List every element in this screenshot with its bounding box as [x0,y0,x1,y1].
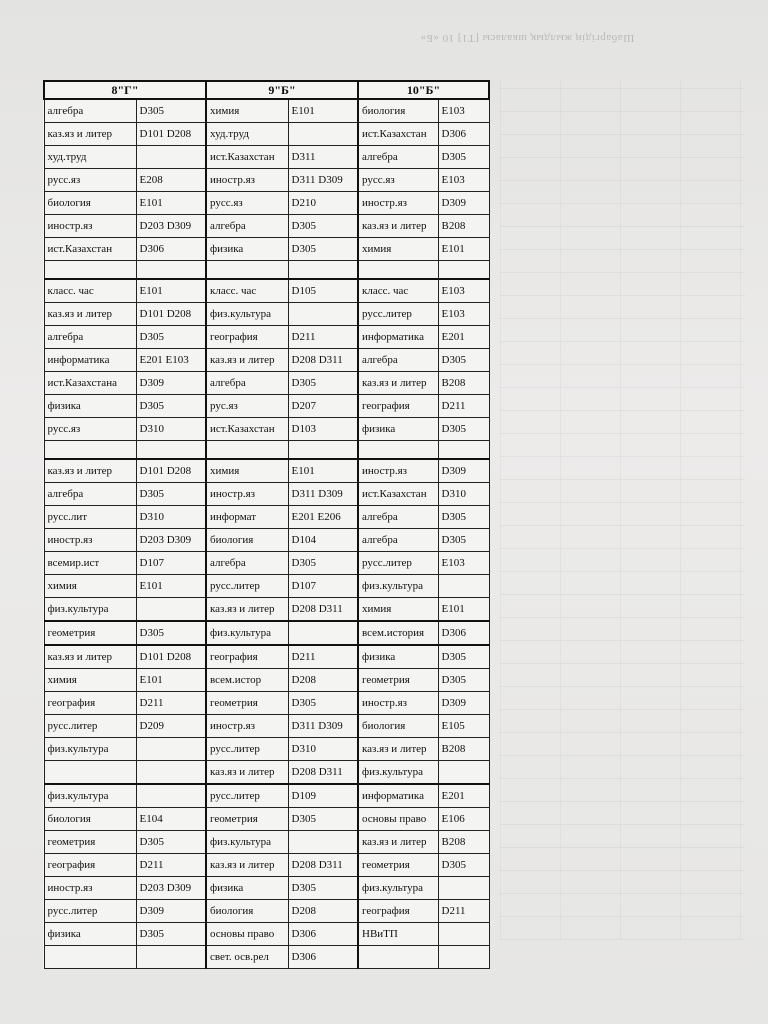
subject-cell: биология [206,900,288,923]
room-cell [438,761,489,785]
room-cell: D305 [438,506,489,529]
room-cell: D211 [136,692,206,715]
room-cell: E201 [438,326,489,349]
room-cell [438,441,489,460]
room-cell: B208 [438,215,489,238]
subject-cell: химия [44,575,136,598]
subject-cell: биология [206,529,288,552]
room-cell: E106 [438,808,489,831]
subject-cell: физ.культура [358,761,438,785]
room-cell: D305 [438,349,489,372]
class-header-row [44,81,489,99]
room-cell: E101 [438,598,489,622]
room-cell: E101 [438,238,489,261]
schedule-row [44,506,489,529]
subject-cell [44,441,136,460]
subject-cell: русс.литер [206,784,288,808]
subject-cell: ист.Казахстан [358,123,438,146]
room-cell: D305 [288,877,358,900]
room-cell: D211 [288,645,358,669]
room-cell: D210 [288,192,358,215]
subject-cell: биология [358,99,438,123]
room-cell: D305 [288,552,358,575]
subject-cell: свет. осв.рел [206,946,288,969]
subject-cell: физика [358,645,438,669]
subject-cell: физика [358,418,438,441]
subject-cell: всем.история [358,621,438,645]
subject-cell [358,261,438,280]
room-cell: D203 D309 [136,215,206,238]
schedule-row [44,395,489,418]
subject-cell: алгебра [206,552,288,575]
room-cell [288,831,358,854]
room-cell: D305 [136,395,206,418]
room-cell: D306 [438,123,489,146]
subject-cell: каз.яз и литер [358,215,438,238]
schedule-row [44,738,489,761]
subject-cell: физ.культура [44,784,136,808]
subject-cell: основы право [358,808,438,831]
room-cell: D208 [288,900,358,923]
room-cell: E201 E103 [136,349,206,372]
room-cell: E103 [438,552,489,575]
subject-cell: русс.яз [358,169,438,192]
room-cell: D311 D309 [288,169,358,192]
subject-cell: всем.истор [206,669,288,692]
room-cell: D101 D208 [136,459,206,483]
subject-cell: иностр.яз [358,459,438,483]
room-cell: D203 D309 [136,877,206,900]
subject-cell: география [44,692,136,715]
subject-cell: русс.яз [44,169,136,192]
subject-cell: физ.культура [206,303,288,326]
schedule-row [44,831,489,854]
room-cell: E103 [438,169,489,192]
subject-cell: физика [44,923,136,946]
subject-cell: химия [358,238,438,261]
room-cell: E104 [136,808,206,831]
subject-cell: иностр.яз [44,529,136,552]
schedule-row [44,900,489,923]
room-cell: D107 [288,575,358,598]
bleed-through-header: Шабаргідің жылдық шкаласы [Т1] 10 «Б» [420,32,635,44]
room-cell [136,946,206,969]
room-cell: D305 [288,808,358,831]
subject-cell [358,946,438,969]
subject-cell: каз.яз и литер [358,372,438,395]
subject-cell: геометрия [44,621,136,645]
schedule-row [44,441,489,460]
subject-cell: биология [44,808,136,831]
subject-cell: алгебра [44,326,136,349]
room-cell [136,261,206,280]
schedule-row [44,303,489,326]
subject-cell: геометрия [358,669,438,692]
subject-cell [44,261,136,280]
room-cell: E103 [438,303,489,326]
room-cell: E103 [438,279,489,303]
subject-cell: русс.литер [358,303,438,326]
subject-cell: информатика [358,784,438,808]
subject-cell: НВиТП [358,923,438,946]
room-cell [288,261,358,280]
room-cell: D209 [136,715,206,738]
room-cell: E201 [438,784,489,808]
subject-cell: ист.Казахстан [44,238,136,261]
room-cell: D101 D208 [136,645,206,669]
subject-cell: каз.яз и литер [358,831,438,854]
room-cell [438,877,489,900]
subject-cell: класс. час [358,279,438,303]
room-cell: D305 [438,854,489,877]
subject-cell: ист.Казахстан [206,418,288,441]
subject-cell: русс.литер [44,900,136,923]
room-cell: D305 [288,238,358,261]
room-cell: D104 [288,529,358,552]
subject-cell: физика [206,238,288,261]
subject-cell: алгебра [358,506,438,529]
schedule-row [44,692,489,715]
subject-cell: геометрия [44,831,136,854]
room-cell: D211 [136,854,206,877]
subject-cell: русс.яз [206,192,288,215]
schedule-row [44,621,489,645]
class-header-10b: 10"Б" [358,81,489,99]
room-cell: D208 D311 [288,349,358,372]
schedule-row [44,669,489,692]
schedule-row [44,123,489,146]
room-cell: D101 D208 [136,123,206,146]
subject-cell: алгебра [358,529,438,552]
room-cell: D305 [438,418,489,441]
subject-cell: физ.культура [358,877,438,900]
subject-cell: информатика [358,326,438,349]
subject-cell: алгебра [44,99,136,123]
subject-cell [44,761,136,785]
room-cell: D309 [136,372,206,395]
room-cell: D305 [288,372,358,395]
subject-cell: основы право [206,923,288,946]
room-cell: D309 [136,900,206,923]
room-cell: D311 [288,146,358,169]
room-cell: D105 [288,279,358,303]
subject-cell: география [206,645,288,669]
schedule-row [44,483,489,506]
subject-cell: алгебра [358,146,438,169]
subject-cell: иностр.яз [44,215,136,238]
subject-cell: информатика [44,349,136,372]
subject-cell [358,441,438,460]
room-cell [288,123,358,146]
room-cell: D203 D309 [136,529,206,552]
schedule-row [44,418,489,441]
subject-cell: каз.яз и литер [206,598,288,622]
room-cell [438,261,489,280]
schedule-row [44,854,489,877]
schedule-row [44,349,489,372]
room-cell [136,784,206,808]
room-cell: D309 [438,192,489,215]
subject-cell: алгебра [206,215,288,238]
subject-cell: физ.культура [206,621,288,645]
subject-cell: рус.яз [206,395,288,418]
subject-cell: русс.литер [206,738,288,761]
room-cell [136,598,206,622]
room-cell: D208 D311 [288,854,358,877]
subject-cell: физика [206,877,288,900]
room-cell [438,575,489,598]
schedule-row [44,279,489,303]
subject-cell: геометрия [358,854,438,877]
room-cell [136,761,206,785]
subject-cell: география [206,326,288,349]
room-cell: E101 [136,575,206,598]
subject-cell: география [44,854,136,877]
room-cell: E208 [136,169,206,192]
schedule-row [44,552,489,575]
room-cell: D211 [288,326,358,349]
room-cell: D208 [288,669,358,692]
subject-cell: каз.яз и литер [44,459,136,483]
subject-cell: класс. час [44,279,136,303]
room-cell [288,441,358,460]
schedule-row [44,784,489,808]
room-cell: D305 [438,529,489,552]
schedule-row [44,877,489,900]
class-header-8g: 8"Г" [44,81,206,99]
subject-cell: алгебра [206,372,288,395]
schedule-row [44,808,489,831]
schedule-row [44,459,489,483]
room-cell: D309 [438,459,489,483]
subject-cell: физ.культура [358,575,438,598]
subject-cell: иностр.яз [358,192,438,215]
room-cell: E103 [438,99,489,123]
schedule-row [44,923,489,946]
room-cell: B208 [438,372,489,395]
room-cell: D109 [288,784,358,808]
room-cell: D305 [136,831,206,854]
subject-cell: физ.культура [44,738,136,761]
room-cell: D305 [136,99,206,123]
room-cell: D306 [136,238,206,261]
room-cell: D309 [438,692,489,715]
subject-cell [206,441,288,460]
subject-cell: каз.яз и литер [358,738,438,761]
room-cell: D305 [438,669,489,692]
room-cell: D311 D309 [288,715,358,738]
room-cell: E101 [288,459,358,483]
subject-cell: химия [44,669,136,692]
room-cell: E101 [136,192,206,215]
schedule-row [44,238,489,261]
subject-cell: физ.культура [206,831,288,854]
room-cell [288,303,358,326]
room-cell [438,923,489,946]
room-cell: E101 [136,279,206,303]
schedule-row [44,645,489,669]
room-cell [136,146,206,169]
subject-cell: химия [358,598,438,622]
schedule-row [44,169,489,192]
schedule-row [44,261,489,280]
room-cell: D305 [438,645,489,669]
subject-cell: каз.яз и литер [206,761,288,785]
subject-cell: ист.Казахстан [358,483,438,506]
subject-cell: биология [358,715,438,738]
schedule-row [44,715,489,738]
subject-cell: иностр.яз [358,692,438,715]
room-cell: D306 [288,923,358,946]
subject-cell: физ.культура [44,598,136,622]
subject-cell: русс.лит [44,506,136,529]
subject-cell: русс.литер [44,715,136,738]
subject-cell: геометрия [206,692,288,715]
room-cell: D211 [438,395,489,418]
room-cell: D207 [288,395,358,418]
subject-cell [206,261,288,280]
schedule-row [44,946,489,969]
room-cell: D101 D208 [136,303,206,326]
subject-cell: каз.яз и литер [206,349,288,372]
subject-cell: информат [206,506,288,529]
class-header-9b: 9"Б" [206,81,358,99]
subject-cell: иностр.яз [44,877,136,900]
subject-cell: физика [44,395,136,418]
subject-cell: русс.литер [206,575,288,598]
schedule-row [44,529,489,552]
subject-cell: иностр.яз [206,483,288,506]
room-cell: D211 [438,900,489,923]
subject-cell: иностр.яз [206,715,288,738]
room-cell [288,621,358,645]
schedule-row [44,598,489,622]
subject-cell: каз.яз и литер [206,854,288,877]
room-cell: D306 [438,621,489,645]
subject-cell: ист.Казахстан [206,146,288,169]
room-cell: D306 [288,946,358,969]
subject-cell: всемир.ист [44,552,136,575]
room-cell: D305 [136,326,206,349]
room-cell [136,738,206,761]
room-cell: D310 [136,418,206,441]
subject-cell: класс. час [206,279,288,303]
room-cell: D305 [288,215,358,238]
room-cell: D305 [438,146,489,169]
room-cell: E105 [438,715,489,738]
subject-cell: химия [206,459,288,483]
subject-cell: химия [206,99,288,123]
subject-cell: география [358,395,438,418]
subject-cell: биология [44,192,136,215]
bleed-through-grid [500,80,745,940]
schedule-row [44,761,489,785]
subject-cell: каз.яз и литер [44,645,136,669]
schedule-row [44,326,489,349]
room-cell: B208 [438,738,489,761]
schedule-row [44,215,489,238]
subject-cell: алгебра [358,349,438,372]
room-cell: D310 [288,738,358,761]
room-cell: D208 D311 [288,761,358,785]
room-cell: D208 D311 [288,598,358,622]
room-cell: D107 [136,552,206,575]
subject-cell: худ.труд [206,123,288,146]
room-cell: D305 [136,923,206,946]
room-cell: D310 [438,483,489,506]
room-cell: E101 [136,669,206,692]
subject-cell: каз.яз и литер [44,123,136,146]
subject-cell: геометрия [206,808,288,831]
room-cell: E201 E206 [288,506,358,529]
schedule-table [43,80,490,969]
room-cell: D103 [288,418,358,441]
schedule-row [44,99,489,123]
room-cell: B208 [438,831,489,854]
room-cell: D310 [136,506,206,529]
room-cell [136,441,206,460]
room-cell: D305 [136,483,206,506]
room-cell: D305 [288,692,358,715]
subject-cell: худ.труд [44,146,136,169]
schedule-row [44,192,489,215]
subject-cell: иностр.яз [206,169,288,192]
schedule-row [44,372,489,395]
subject-cell: русс.литер [358,552,438,575]
subject-cell [44,946,136,969]
room-cell: E101 [288,99,358,123]
schedule-row [44,146,489,169]
subject-cell: каз.яз и литер [44,303,136,326]
schedule-row [44,575,489,598]
subject-cell: ист.Казахстана [44,372,136,395]
subject-cell: алгебра [44,483,136,506]
room-cell [438,946,489,969]
subject-cell: география [358,900,438,923]
room-cell: D311 D309 [288,483,358,506]
subject-cell: русс.яз [44,418,136,441]
room-cell: D305 [136,621,206,645]
